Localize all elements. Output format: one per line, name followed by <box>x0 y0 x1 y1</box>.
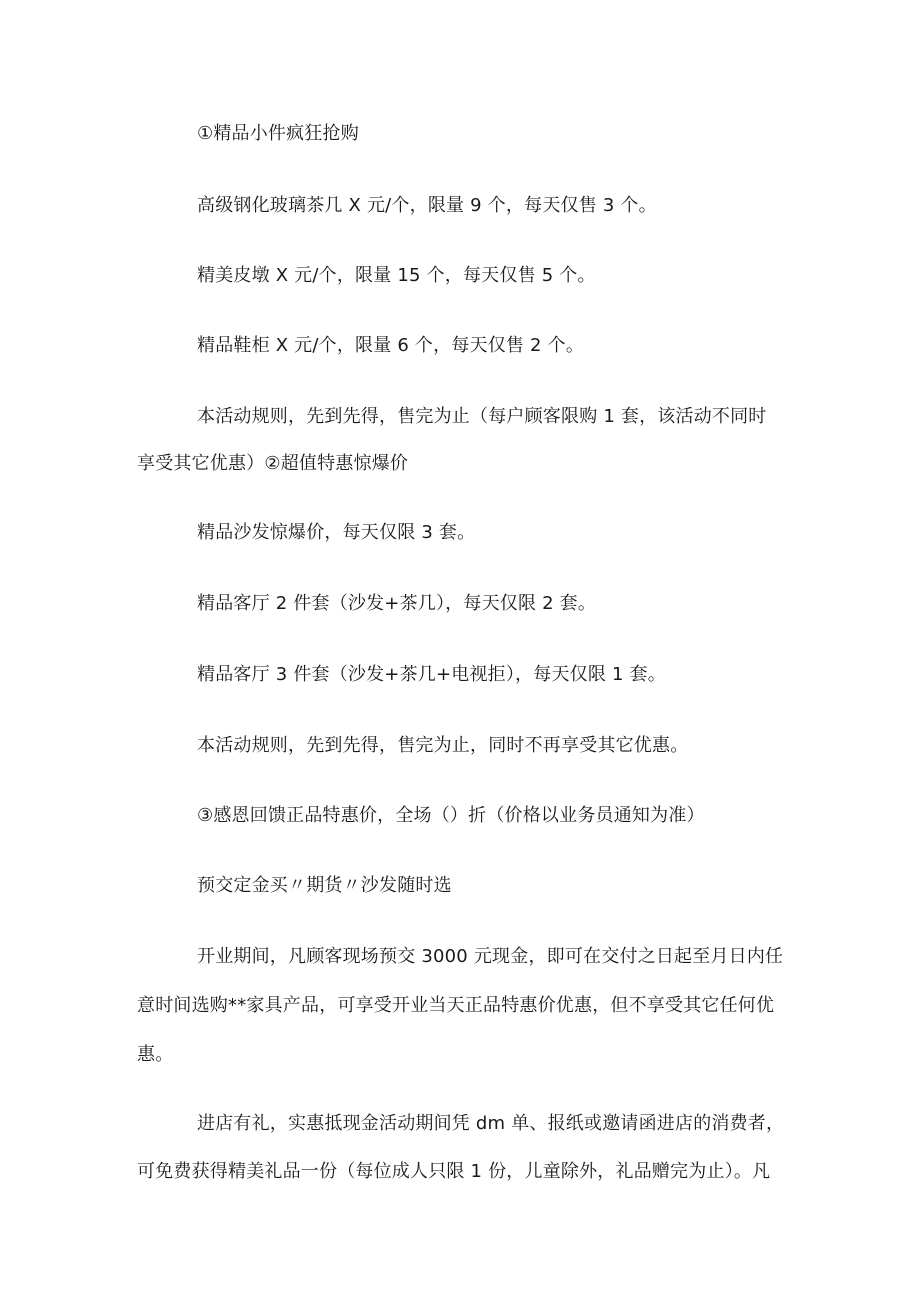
section-heading: 预交定金买〃期货〃沙发随时选 <box>197 875 452 896</box>
paragraph-line: 精品鞋柜 X 元/个，限量 6 个，每天仅售 2 个。 <box>197 335 585 356</box>
paragraph-line: 惠。 <box>137 1044 174 1065</box>
paragraph-line: 本活动规则，先到先得，售完为止，同时不再享受其它优惠。 <box>197 735 689 756</box>
paragraph-line: 精品沙发惊爆价，每天仅限 3 套。 <box>197 522 476 543</box>
paragraph-line: 进店有礼，实惠抵现金活动期间凭 dm 单、报纸或邀请函进店的消费者， <box>197 1113 785 1134</box>
paragraph-line: 享受其它优惠）②超值特惠惊爆价 <box>137 453 409 474</box>
paragraph-line: 精美皮墩 X 元/个，限量 15 个，每天仅售 5 个。 <box>197 265 596 286</box>
paragraph-line: 高级钢化玻璃茶几 X 元/个，限量 9 个，每天仅售 3 个。 <box>197 195 657 216</box>
paragraph-line: 开业期间，凡顾客现场预交 3000 元现金，即可在交付之日起至月日内任 <box>197 946 784 967</box>
paragraph-line: 意时间选购**家具产品，可享受开业当天正品特惠价优惠，但不享受其它任何优 <box>137 995 775 1016</box>
paragraph-line: 可免费获得精美礼品一份（每位成人只限 1 份，儿童除外，礼品赠完为止）。凡 <box>137 1161 771 1182</box>
paragraph-line: 精品客厅 2 件套（沙发+茶几），每天仅限 2 套。 <box>197 593 597 614</box>
paragraph-line: 精品客厅 3 件套（沙发+茶几+电视拒），每天仅限 1 套。 <box>197 664 666 685</box>
paragraph-line: 本活动规则，先到先得，售完为止（每户顾客限购 1 套，该活动不同时 <box>197 406 767 427</box>
section-heading: ①精品小件疯狂抢购 <box>197 123 359 144</box>
section-heading: ③感恩回馈正品特惠价，全场（）折（价格以业务员通知为准） <box>197 805 705 826</box>
